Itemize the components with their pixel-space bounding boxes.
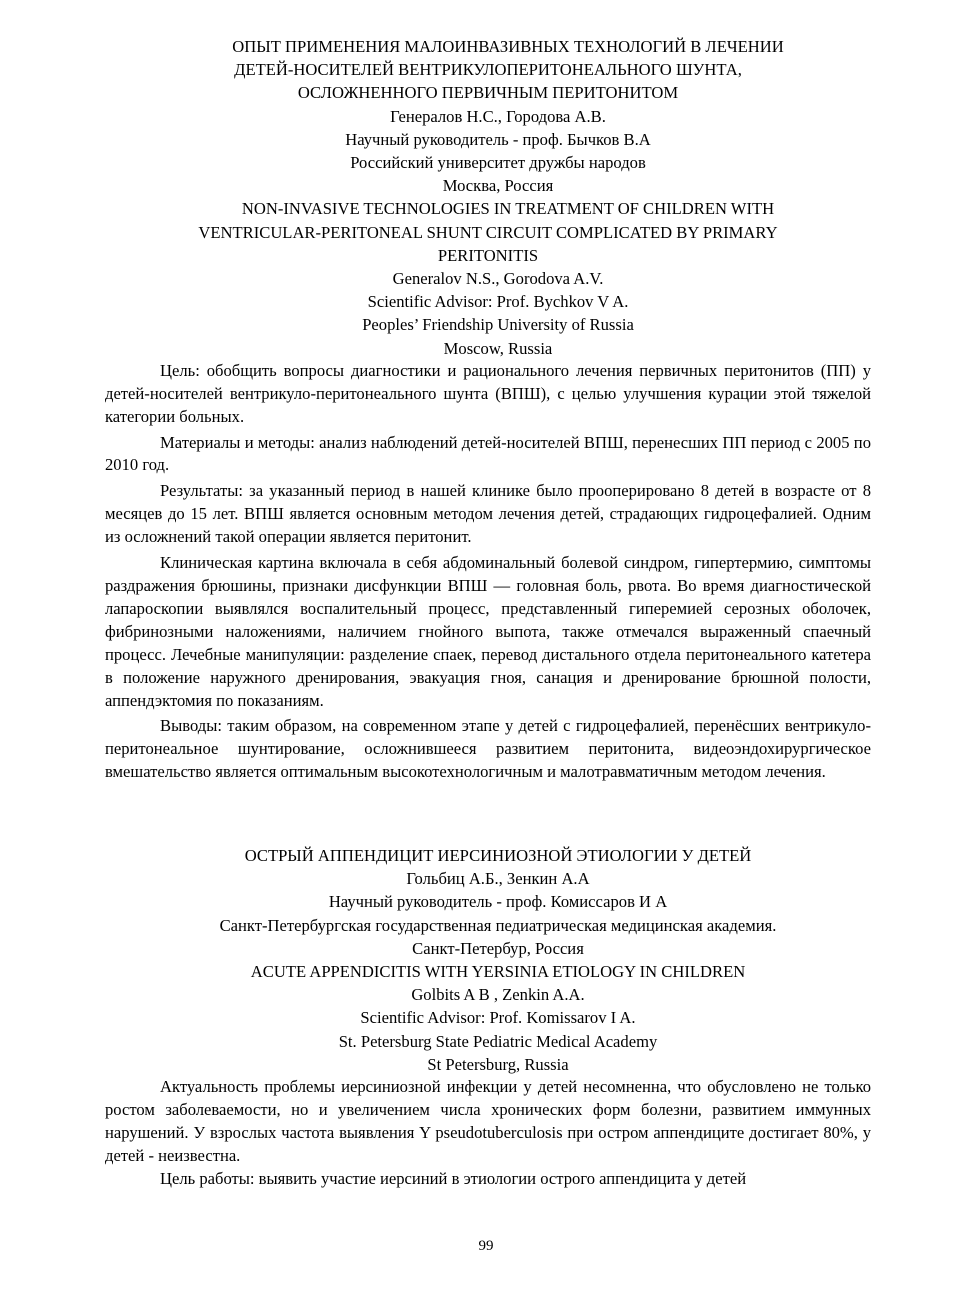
institution-en: Peoples’ Friendship University of Russia [362, 315, 634, 335]
title-ru-line-2: ДЕТЕЙ-НОСИТЕЛЕЙ ВЕНТРИКУЛОПЕРИТОНЕАЛЬНОГО ШУНТА, [234, 60, 742, 80]
institution-en: St. Petersburg State Pediatric Medical Academy [338, 1031, 658, 1051]
institution-ru: Российский университет дружбы народов [350, 153, 646, 173]
authors-ru: Генералов Н.С., Городова А.В. [390, 106, 606, 126]
advisor-en: Scientific Advisor: Prof. Komissarov I A. [360, 1008, 636, 1028]
institution-ru: Санкт-Петербургская государственная педиатрическая медицинская академия. [219, 915, 777, 935]
title-ru-line-3: ОСЛОЖНЕННОГО ПЕРВИЧНЫМ ПЕРИТОНИТОМ [297, 83, 679, 103]
article-2 [105, 844, 871, 1191]
article-2-header [95, 844, 881, 1076]
advisor-ru: Научный руководитель - проф. Бычков В.А [345, 129, 651, 149]
title-ru: ОСТРЫЙ АППЕНДИЦИТ ИЕРСИНИОЗНОЙ ЭТИОЛОГИИ У ДЕТЕЙ [244, 846, 752, 865]
city-en: St Petersburg, Russia [427, 1054, 569, 1074]
advisor-ru: Научный руководитель - проф. Комиссаров И А [328, 892, 668, 912]
authors-ru: Гольбиц А.Б., Зенкин А.А [406, 869, 590, 889]
page-number: 99 [478, 1238, 494, 1254]
paragraph-results: Результаты: за указанный период в нашей клинике было прооперировано 8 детей в возрасте от 8 месяцев до 15 лет. ВПШ является основным методом лечения детей, страдающих гидроцефалией. Одним из осложнений такой операции является перитонит. [105, 481, 871, 547]
authors-en: Generalov N.S., Gorodova A.V. [392, 269, 604, 289]
paragraph-methods: Материалы и методы: анализ наблюдений детей-носителей ВПШ, перенесших ПП период с 2005 по 2010 год. [105, 432, 871, 475]
paragraph-aim: Цель работы: выявить участие иерсиний в этиологии острого аппендицита у детей [160, 1168, 747, 1188]
title-en: ACUTE APPENDICITIS WITH YERSINIA ETIOLOGY IN CHILDREN [250, 962, 746, 982]
authors-en: Golbits A B , Zenkin A.A. [411, 985, 585, 1005]
advisor-en: Scientific Advisor: Prof. Bychkov V A. [367, 292, 629, 312]
title-en-line-3: PERITONITIS [437, 245, 539, 265]
article-1-header [95, 35, 881, 360]
city-ru: Санкт-Петербур, Россия [412, 938, 584, 958]
title-en-line-2: VENTRICULAR-PERITONEAL SHUNT CIRCUIT COMPLICATED BY PRIMARY [198, 222, 778, 242]
title-ru-line-1: ОПЫТ ПРИМЕНЕНИЯ МАЛОИНВАЗИВНЫХ ТЕХНОЛОГИЙ В ЛЕЧЕНИИ [232, 37, 784, 56]
city-ru: Москва, Россия [442, 176, 554, 196]
city-en: Moscow, Russia [443, 338, 553, 358]
article-1 [105, 35, 871, 784]
title-en-line-1: NON-INVASIVE TECHNOLOGIES IN TREATMENT OF CHILDREN WITH [241, 199, 775, 219]
paragraph-goal: Цель: обобщить вопросы диагностики и рационального лечения первичных перитонитов (ПП) у детей-носителей вентрикуло-перитонеального шунта (ВПШ), с целью улучшения курации этой тяжелой категории больных. [105, 360, 871, 426]
paragraph-relevance: Актуальность проблемы иерсиниозной инфекции у детей несомненна, что обусловлено не только ростом заболеваемости, но и увеличением числа хронических форм болезни, развитием иммунных нарушений. У взрослых частота выявления Y pseudotuberculosis при остром аппендиците достигает 80%, у детей - неизвестна. [105, 1077, 871, 1165]
article-2-body [105, 1076, 871, 1191]
article-1-body [105, 360, 871, 784]
paragraph-clinical: Клиническая картина включала в себя абдоминальный болевой синдром, гипертермию, симптомы раздражения брюшины, признаки дисфункции ВПШ — головная боль, рвота. Во время диагностической лапароскопии выявлялся воспалительный процесс, представленный гиперемией серозных оболочек, фибринозными наложениями, наличием гнойного выпота, также отмечался выраженный спаечный процесс. Лечебные манипуляции: разделение спаек, перевод дистального отдела перитонеального катетера в положение наружного дренирования, эвакуация гноя, санация и дренирование брюшной полости, аппендэктомия по показаниям. [105, 553, 871, 710]
paragraph-conclusions: Выводы: таким образом, на современном этапе у детей с гидроцефалией, перенёсших вентрикуло-перитонеальное шунтирование, осложнившееся развитием перитонита, видеоэндохирургическое вмешательство является оптимальным высокотехнологичным и малотравматичным методом лечения. [105, 716, 871, 782]
